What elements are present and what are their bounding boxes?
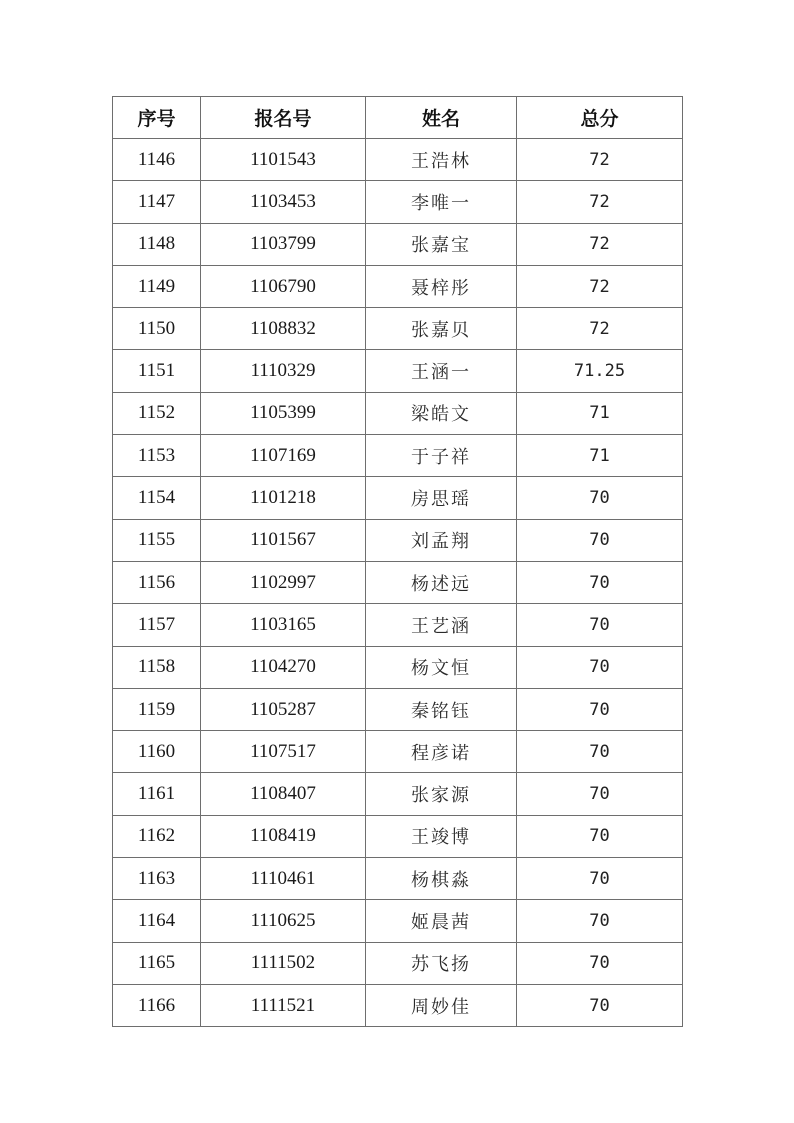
cell-seq: 1166 <box>113 984 201 1026</box>
cell-name: 李唯一 <box>366 181 517 223</box>
cell-reg-no: 1110625 <box>201 900 366 942</box>
cell-name: 聂梓彤 <box>366 265 517 307</box>
table-header <box>113 97 683 139</box>
cell-name: 房思瑶 <box>366 477 517 519</box>
cell-reg-no: 1107169 <box>201 435 366 477</box>
cell-name: 张嘉宝 <box>366 223 517 265</box>
cell-score: 70 <box>517 984 683 1026</box>
cell-reg-no: 1111502 <box>201 942 366 984</box>
cell-seq: 1150 <box>113 308 201 350</box>
cell-seq: 1157 <box>113 604 201 646</box>
cell-reg-no: 1103165 <box>201 604 366 646</box>
cell-name: 程彦诺 <box>366 731 517 773</box>
cell-name: 苏飞扬 <box>366 942 517 984</box>
cell-score: 70 <box>517 773 683 815</box>
cell-name: 梁皓文 <box>366 392 517 434</box>
table-row <box>113 350 683 392</box>
table-row <box>113 858 683 900</box>
table-row <box>113 139 683 181</box>
cell-name: 杨述远 <box>366 561 517 603</box>
cell-reg-no: 1111521 <box>201 984 366 1026</box>
header-name: 姓名 <box>366 97 517 139</box>
table-row <box>113 815 683 857</box>
cell-seq: 1149 <box>113 265 201 307</box>
cell-seq: 1153 <box>113 435 201 477</box>
cell-score: 72 <box>517 223 683 265</box>
cell-seq: 1165 <box>113 942 201 984</box>
cell-seq: 1148 <box>113 223 201 265</box>
cell-name: 王浩林 <box>366 139 517 181</box>
cell-reg-no: 1104270 <box>201 646 366 688</box>
cell-seq: 1155 <box>113 519 201 561</box>
cell-reg-no: 1103799 <box>201 223 366 265</box>
cell-score: 70 <box>517 942 683 984</box>
cell-score: 71 <box>517 435 683 477</box>
cell-seq: 1156 <box>113 561 201 603</box>
cell-seq: 1147 <box>113 181 201 223</box>
cell-name: 杨棋淼 <box>366 858 517 900</box>
cell-name: 张嘉贝 <box>366 308 517 350</box>
header-seq: 序号 <box>113 97 201 139</box>
cell-reg-no: 1108419 <box>201 815 366 857</box>
cell-name: 于子祥 <box>366 435 517 477</box>
table-row <box>113 688 683 730</box>
cell-reg-no: 1105287 <box>201 688 366 730</box>
cell-reg-no: 1108832 <box>201 308 366 350</box>
table-row <box>113 604 683 646</box>
cell-seq: 1159 <box>113 688 201 730</box>
cell-score: 70 <box>517 900 683 942</box>
cell-score: 70 <box>517 646 683 688</box>
header-score: 总分 <box>517 97 683 139</box>
table-row <box>113 223 683 265</box>
table-row <box>113 435 683 477</box>
cell-reg-no: 1110329 <box>201 350 366 392</box>
cell-name: 周妙佳 <box>366 984 517 1026</box>
cell-name: 王涵一 <box>366 350 517 392</box>
cell-score: 71.25 <box>517 350 683 392</box>
cell-score: 70 <box>517 731 683 773</box>
cell-reg-no: 1101218 <box>201 477 366 519</box>
cell-name: 秦铭钰 <box>366 688 517 730</box>
table-body <box>113 139 683 1027</box>
cell-reg-no: 1110461 <box>201 858 366 900</box>
cell-seq: 1146 <box>113 139 201 181</box>
cell-name: 刘孟翔 <box>366 519 517 561</box>
cell-seq: 1154 <box>113 477 201 519</box>
cell-name: 杨文恒 <box>366 646 517 688</box>
cell-reg-no: 1105399 <box>201 392 366 434</box>
table-row <box>113 392 683 434</box>
cell-score: 72 <box>517 308 683 350</box>
cell-name: 姬晨茜 <box>366 900 517 942</box>
cell-seq: 1161 <box>113 773 201 815</box>
cell-score: 70 <box>517 519 683 561</box>
cell-reg-no: 1101543 <box>201 139 366 181</box>
cell-score: 72 <box>517 181 683 223</box>
cell-score: 71 <box>517 392 683 434</box>
cell-seq: 1163 <box>113 858 201 900</box>
cell-score: 70 <box>517 561 683 603</box>
table-row <box>113 477 683 519</box>
table-row <box>113 308 683 350</box>
table-row <box>113 265 683 307</box>
cell-seq: 1164 <box>113 900 201 942</box>
cell-reg-no: 1102997 <box>201 561 366 603</box>
cell-seq: 1151 <box>113 350 201 392</box>
cell-score: 70 <box>517 477 683 519</box>
cell-name: 张家源 <box>366 773 517 815</box>
header-reg-no: 报名号 <box>201 97 366 139</box>
cell-reg-no: 1101567 <box>201 519 366 561</box>
cell-seq: 1160 <box>113 731 201 773</box>
cell-score: 70 <box>517 604 683 646</box>
cell-score: 72 <box>517 265 683 307</box>
score-table <box>112 96 683 1027</box>
cell-score: 72 <box>517 139 683 181</box>
cell-seq: 1162 <box>113 815 201 857</box>
table-row <box>113 731 683 773</box>
cell-seq: 1152 <box>113 392 201 434</box>
table-row <box>113 942 683 984</box>
cell-reg-no: 1103453 <box>201 181 366 223</box>
table-row <box>113 900 683 942</box>
table-row <box>113 181 683 223</box>
table-row <box>113 561 683 603</box>
cell-name: 王竣博 <box>366 815 517 857</box>
cell-score: 70 <box>517 815 683 857</box>
table-row <box>113 646 683 688</box>
cell-score: 70 <box>517 688 683 730</box>
cell-name: 王艺涵 <box>366 604 517 646</box>
cell-reg-no: 1108407 <box>201 773 366 815</box>
table-row <box>113 519 683 561</box>
cell-reg-no: 1107517 <box>201 731 366 773</box>
cell-seq: 1158 <box>113 646 201 688</box>
cell-score: 70 <box>517 858 683 900</box>
header-row <box>113 97 683 139</box>
cell-reg-no: 1106790 <box>201 265 366 307</box>
table-row <box>113 984 683 1026</box>
table-row <box>113 773 683 815</box>
